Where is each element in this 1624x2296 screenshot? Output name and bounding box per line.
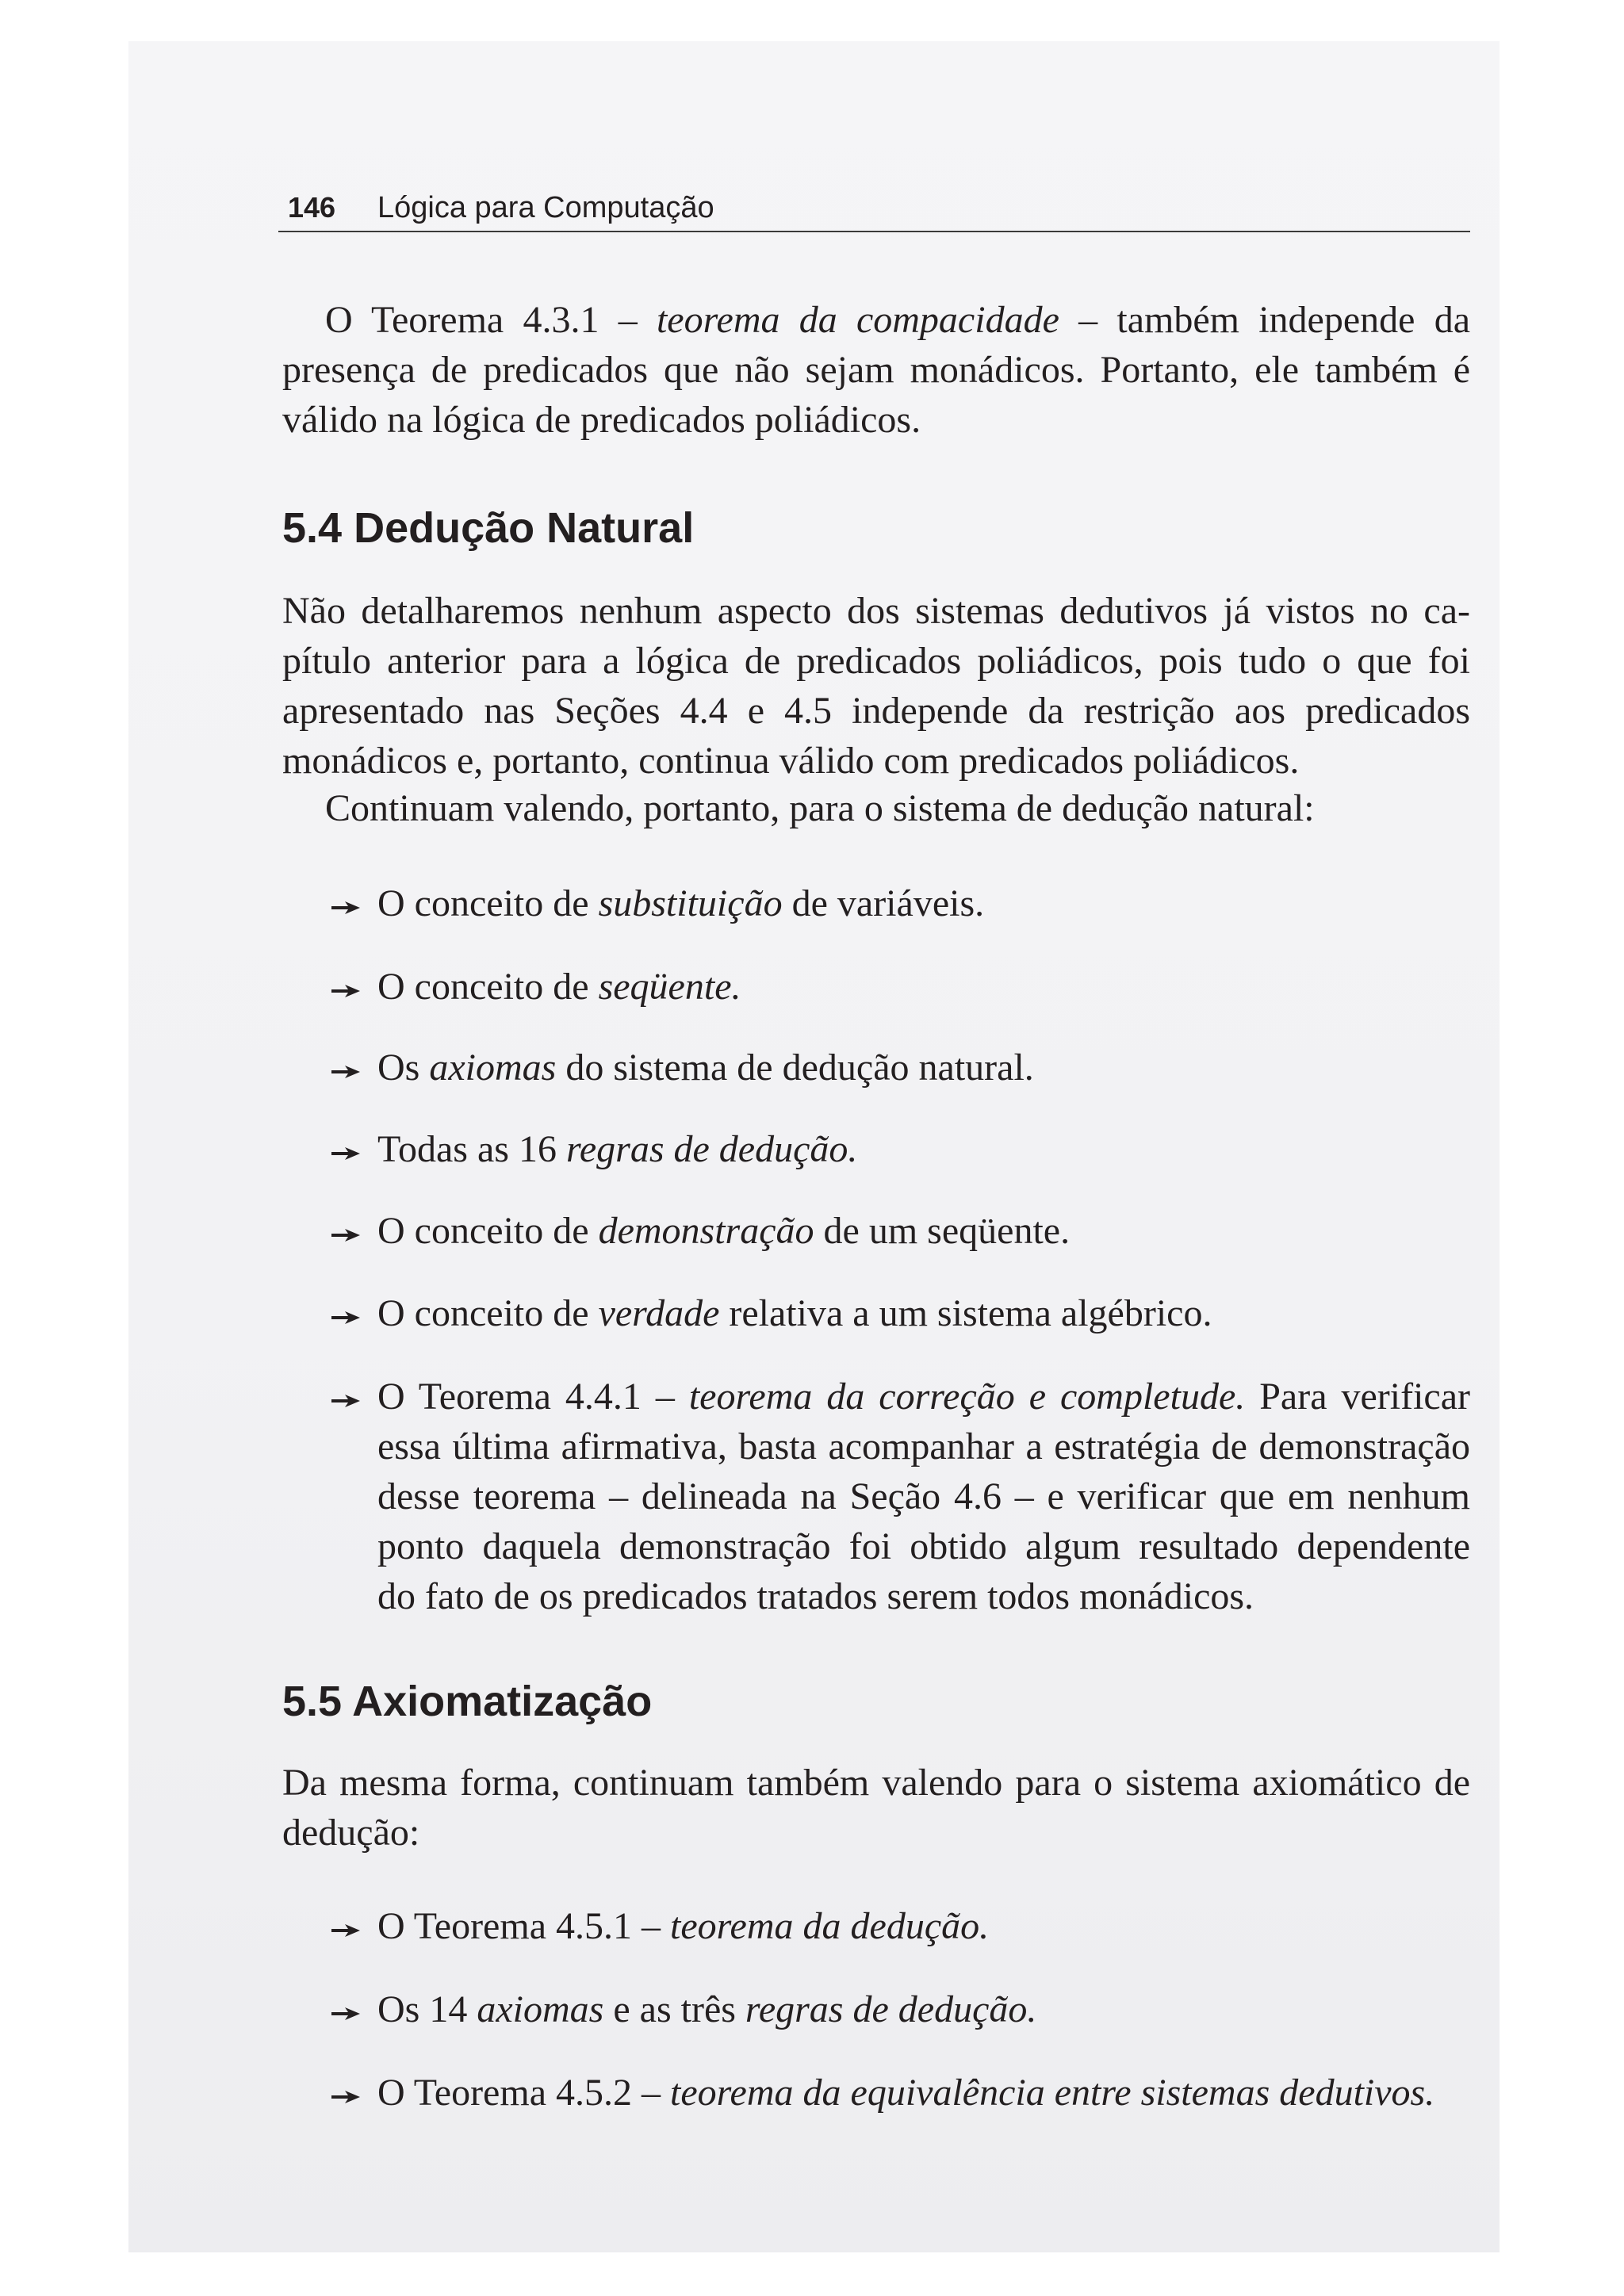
section-number: 5.4 (282, 504, 343, 552)
page-number: 146 (288, 191, 336, 224)
emphasis: demonstração (598, 1210, 814, 1252)
text-line (377, 1372, 1470, 1422)
text-line (377, 1043, 1470, 1093)
arrow-bullet-icon (331, 1147, 360, 1160)
text-run: de um seqüente. (814, 1210, 1071, 1252)
text-line: Continuam valendo, portanto, para o sistema de dedução natural: (325, 787, 1315, 829)
emphasis: teorema da dedução. (670, 1905, 990, 1947)
list-item (331, 962, 1470, 1012)
arrow-bullet-icon (331, 1066, 360, 1078)
text-line: presença de predicados que não sejam monádicos. Portanto, ele também é (282, 349, 1470, 391)
text-run: – também independe da (1059, 299, 1471, 341)
text-run: O Teorema 4.5.1 – (377, 1905, 670, 1947)
text-run: Os 14 (377, 1988, 477, 2030)
text-line: monádicos e, portanto, continua válido com predicados poliádicos. (282, 740, 1300, 782)
text-line (377, 962, 1470, 1012)
text-run: O Teorema 4.4.1 – (377, 1376, 689, 1418)
text-line (377, 1901, 1470, 1951)
list-item (331, 2068, 1470, 2118)
emphasis: seqüente. (598, 966, 741, 1008)
running-title: Lógica para Computação (377, 191, 714, 224)
text-run: Para verificar (1245, 1376, 1470, 1418)
text-line: Da mesma forma, continuam também valendo para o sistema axiomático de (282, 1762, 1470, 1804)
text-line (377, 878, 1470, 928)
running-head (0, 189, 1624, 227)
list-item (331, 1288, 1470, 1338)
emphasis: teorema da compacidade (656, 299, 1059, 341)
list-item (331, 1124, 1470, 1174)
text-run: relativa a um sistema algébrico. (719, 1292, 1212, 1334)
arrow-bullet-icon (331, 1311, 360, 1324)
section-title: Dedução Natural (354, 504, 695, 552)
text-run: e as três (603, 1988, 745, 2030)
arrow-bullet-icon (331, 1395, 360, 1407)
emphasis: teorema da equivalência entre sistemas dedutivos. (670, 2072, 1435, 2114)
arrow-bullet-icon (331, 985, 360, 997)
arrow-glyph (331, 985, 360, 997)
list-item (331, 1043, 1470, 1093)
emphasis: verdade (598, 1292, 720, 1334)
text-run: O Teorema 4.3.1 – (325, 299, 657, 341)
text-line (377, 1984, 1470, 2034)
text-run: Todas as 16 (377, 1128, 566, 1170)
text-run: de variáveis. (782, 882, 985, 924)
section-paragraph (282, 1758, 1470, 1858)
arrow-bullet-icon (331, 2091, 360, 2103)
intro-paragraph (282, 295, 1470, 445)
text-line: ponto daquela demonstração foi obtido algum resultado dependente (377, 1525, 1470, 1567)
arrow-glyph (331, 2091, 360, 2103)
emphasis: axiomas (477, 1988, 604, 2030)
section-heading (282, 1676, 652, 1727)
text-line: do fato de os predicados tratados serem todos monádicos. (377, 1575, 1254, 1617)
section-title: Axiomatização (352, 1678, 653, 1725)
text-run: Os (377, 1047, 430, 1089)
arrow-glyph (331, 1924, 360, 1937)
list-item (331, 878, 1470, 928)
list-item (331, 1206, 1470, 1256)
emphasis: teorema da correção e completude. (688, 1376, 1246, 1418)
text-line (377, 2068, 1470, 2118)
arrow-glyph (331, 1229, 360, 1242)
arrow-glyph (331, 1395, 360, 1407)
emphasis: regras de dedução. (745, 1988, 1037, 2030)
emphasis: axiomas (429, 1047, 557, 1089)
text-line: desse teorema – delineada na Seção 4.6 – e verificar que em nenhum (377, 1475, 1470, 1517)
text-line (377, 1206, 1470, 1256)
arrow-glyph (331, 901, 360, 914)
text-line: pítulo anterior para a lógica de predicados poliádicos, pois tudo o que foi (282, 640, 1470, 682)
text-line: dedução: (282, 1812, 420, 1854)
emphasis: regras de dedução. (565, 1128, 858, 1170)
arrow-bullet-icon (331, 901, 360, 914)
text-run: O conceito de (377, 1210, 599, 1252)
arrow-bullet-icon (331, 2007, 360, 2020)
text-run: do sistema de dedução natural. (556, 1047, 1034, 1089)
text-line: essa última afirmativa, basta acompanhar a estratégia de demonstração (377, 1425, 1470, 1468)
emphasis: substituição (598, 882, 783, 924)
text-line: válido na lógica de predicados poliádicos. (282, 399, 921, 441)
section-heading (282, 503, 694, 553)
text-line (377, 1124, 1470, 1174)
list-item (331, 1372, 1470, 1621)
list-item (331, 1984, 1470, 2034)
text-line: apresentado nas Seções 4.4 e 4.5 independe da restrição aos predicados (282, 690, 1470, 732)
list-item (331, 1901, 1470, 1951)
text-run: O conceito de (377, 1292, 599, 1334)
section-paragraph (282, 586, 1470, 786)
header-rule (278, 231, 1470, 232)
arrow-glyph (331, 1147, 360, 1160)
lead-in-paragraph (282, 783, 1470, 833)
text-line: Não detalharemos nenhum aspecto dos sistemas dedutivos já vistos no ca- (282, 590, 1470, 632)
text-line (377, 1288, 1470, 1338)
text-run: O conceito de (377, 882, 599, 924)
text-run: O Teorema 4.5.2 – (377, 2072, 670, 2114)
arrow-glyph (331, 2007, 360, 2020)
text-run: O conceito de (377, 966, 599, 1008)
arrow-glyph (331, 1311, 360, 1324)
arrow-bullet-icon (331, 1924, 360, 1937)
section-number: 5.5 (282, 1678, 343, 1725)
arrow-glyph (331, 1066, 360, 1078)
arrow-bullet-icon (331, 1229, 360, 1242)
text-line (282, 295, 1470, 345)
